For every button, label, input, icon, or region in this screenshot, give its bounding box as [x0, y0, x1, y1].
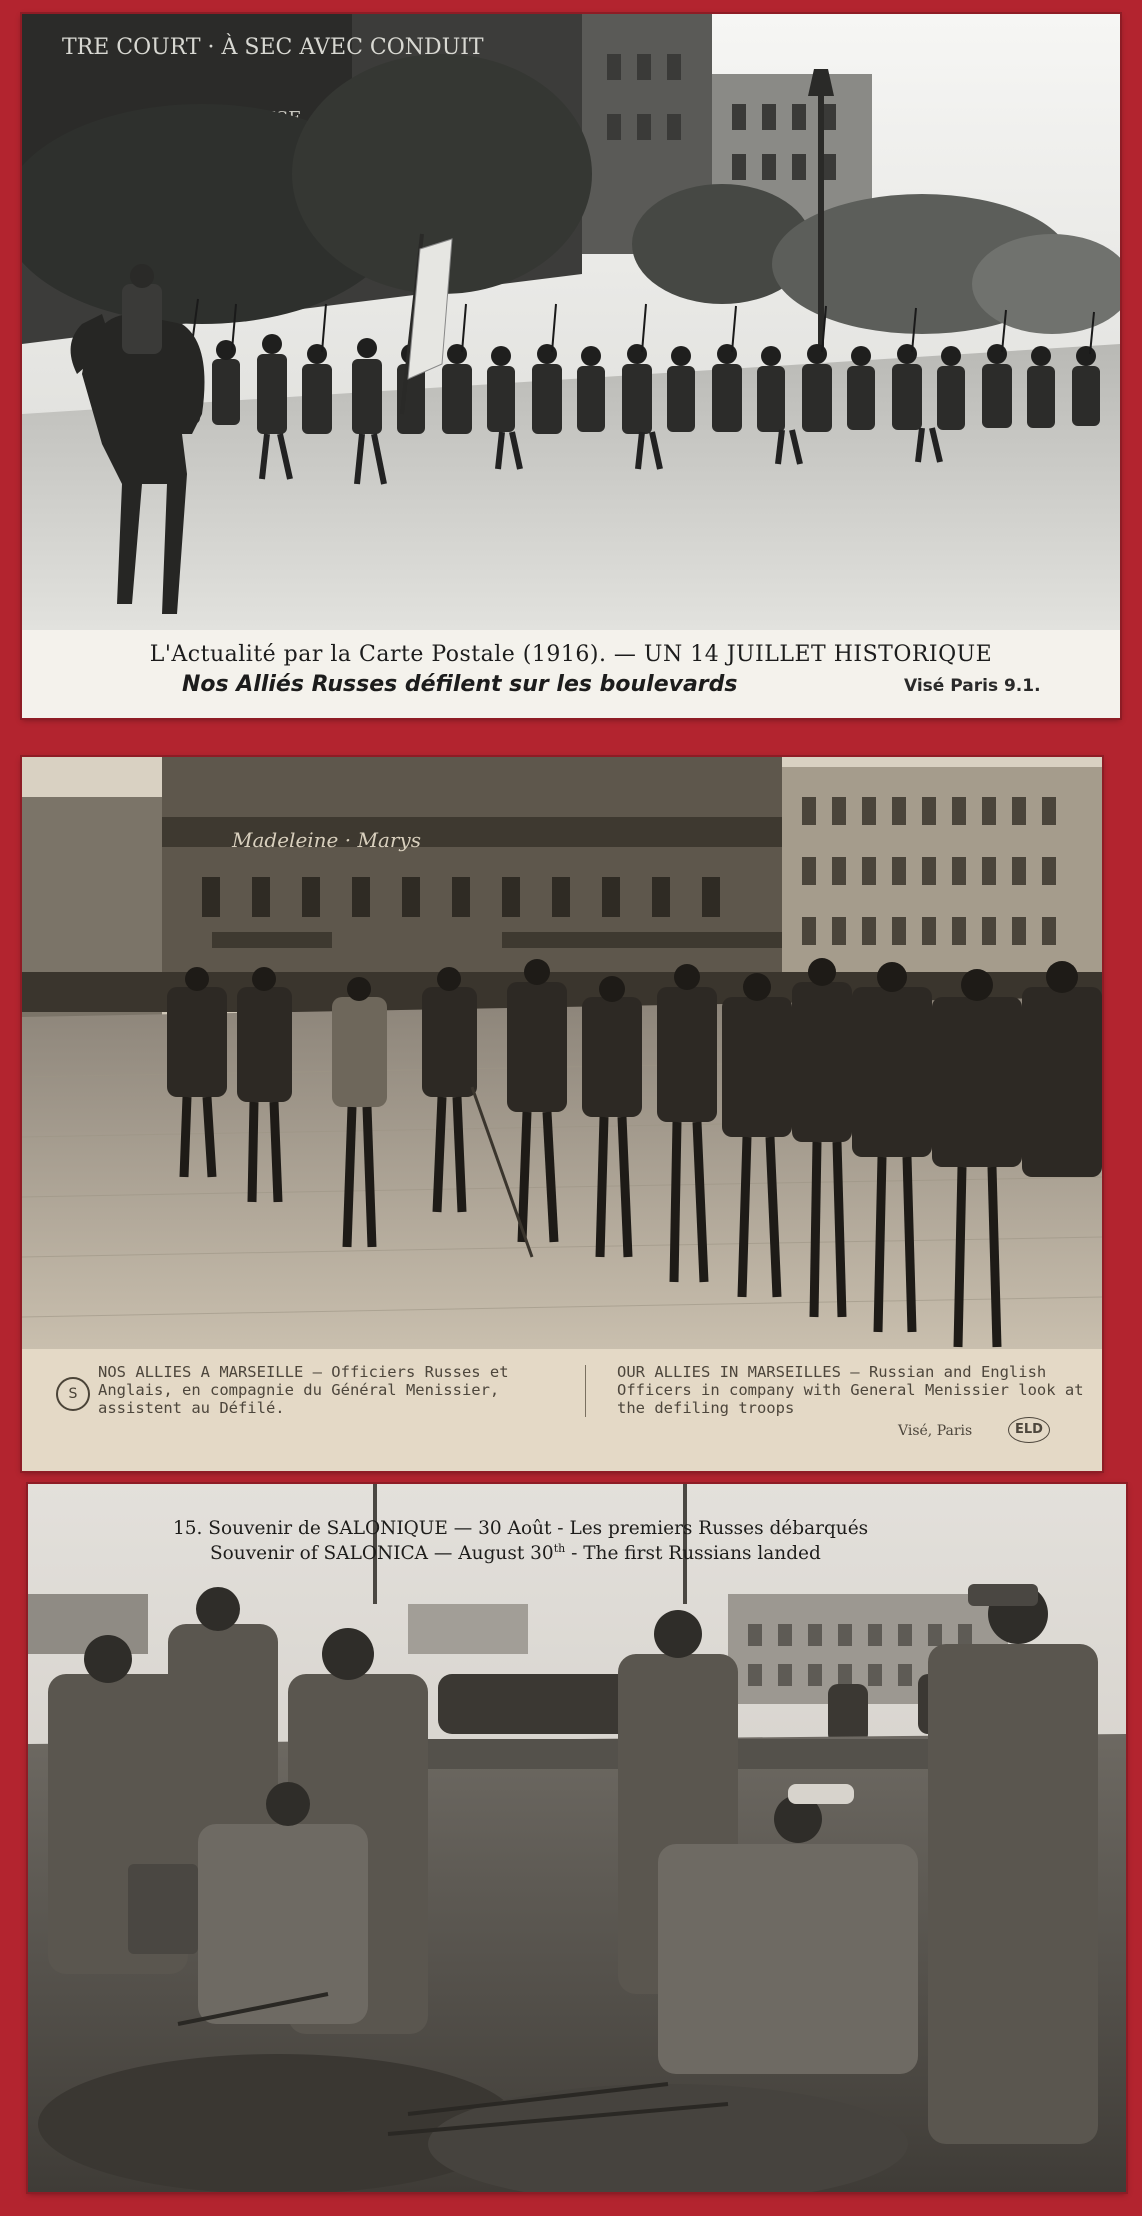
postcard-marseille-officers	[22, 757, 1102, 1471]
caption-divider	[585, 1365, 586, 1417]
caption-title-fr: 15. Souvenir de SALONIQUE — 30 Août - Les premiers Russes débarqués	[173, 1518, 869, 1539]
caption-en-suffix: - The first Russians landed	[565, 1543, 821, 1565]
publisher-logo: S	[56, 1377, 90, 1411]
parade-photo	[22, 14, 1120, 630]
svg-text:TRE COURT · À SEC AVEC CONDUIT: TRE COURT · À SEC AVEC CONDUIT	[62, 35, 484, 60]
caption-en-prefix: Souvenir of SALONICA — August 30	[210, 1543, 554, 1565]
caption-title-en	[210, 1542, 821, 1564]
caption-subtitle: Nos Alliés Russes défilent sur les boulevards	[182, 672, 738, 697]
svg-text:Madeleine · Marys: Madeleine · Marys	[232, 828, 421, 852]
postcard-paris-parade	[22, 14, 1120, 718]
postcard-salonika-landing	[28, 1484, 1126, 2192]
caption-french: NOS ALLIES A MARSEILLE — Officiers Russes et Anglais, en compagnie du Général Menissier, assistent au Défilé.	[98, 1363, 509, 1417]
landing-photo	[28, 1484, 1126, 2192]
caption-en-sup: th	[553, 1542, 566, 1555]
censor-mark: Visé Paris 9.1.	[904, 676, 1041, 696]
caption-title: L'Actualité par la Carte Postale (1916). — UN 14 JUILLET HISTORIQUE	[149, 642, 993, 667]
publisher-mark: ELD	[1008, 1417, 1050, 1443]
officers-photo	[22, 757, 1102, 1349]
censor-mark: Visé, Paris	[898, 1423, 973, 1439]
caption-english: OUR ALLIES IN MARSEILLES — Russian and English Officers in company with General Menissier look at the defiling troops	[617, 1363, 1084, 1417]
